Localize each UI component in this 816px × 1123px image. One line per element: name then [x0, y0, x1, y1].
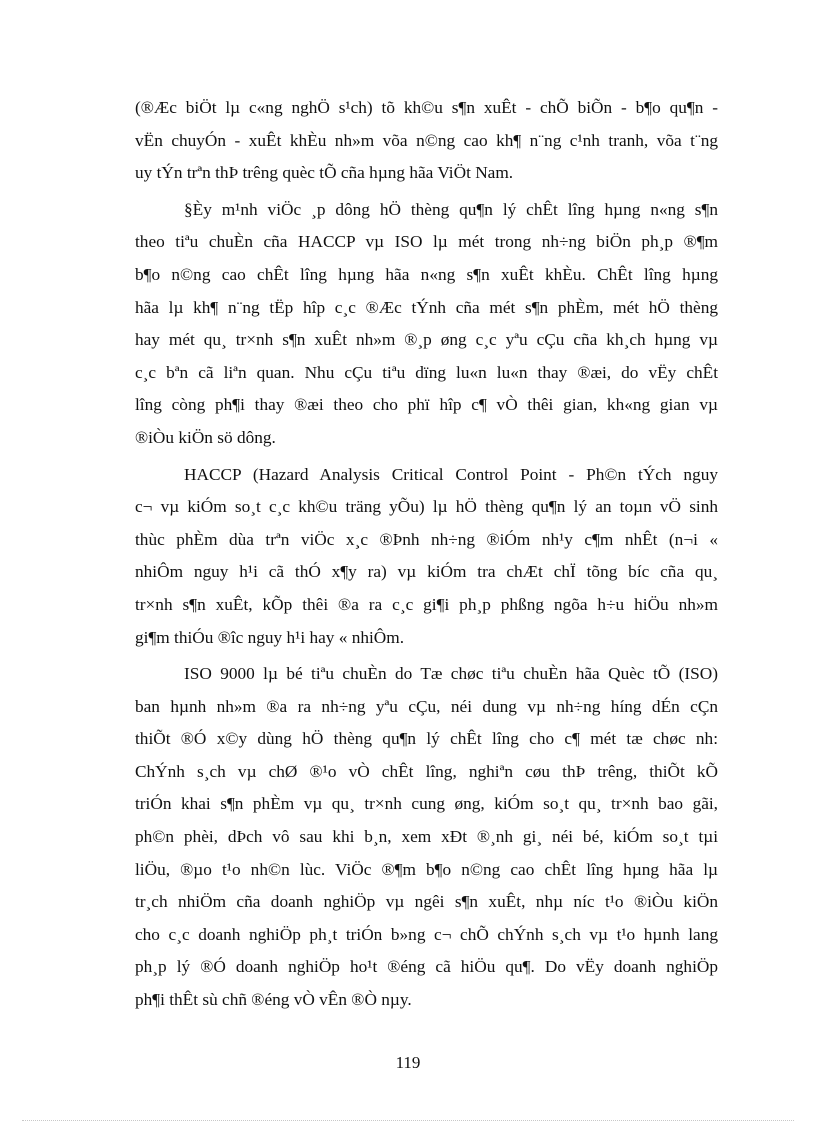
text-line: nhiÔm nguy h¹i cã thÓ x¶y ra) vµ kiÓm tra chÆt chÏ tõng bíc cña qu¸	[135, 562, 718, 582]
text-line: uy tÝn trªn thÞ trêng quèc tÕ cña hµng hãa ViÖt Nam.	[135, 163, 514, 183]
body-text	[135, 92, 718, 1021]
text-line: gi¶m thiÓu ®îc nguy h¹i hay « nhiÔm.	[135, 627, 405, 647]
text-line: c¬ vµ kiÓm so¸t c¸c kh©u träng yÕu) lµ hÖ thèng qu¶n lý an toµn vÖ sinh	[135, 497, 718, 517]
text-line: ChÝnh s¸ch vµ chØ ®¹o vÒ chÊt lîng, nghiªn cøu thÞ trêng, thiÕt kÕ	[135, 761, 718, 781]
text-line: liÖu, ®µo t¹o nh©n lùc. ViÖc ®¶m b¶o n©ng cao chÊt lîng hµng hãa lµ	[135, 859, 718, 879]
text-line: hãa lµ kh¶ n¨ng tËp hîp c¸c ®Æc tÝnh cña mét s¶n phÈm, mét hÖ thèng	[135, 297, 718, 317]
text-line: thùc phÈm dùa trªn viÖc x¸c ®Þnh nh÷ng ®iÓm nh¹y c¶m nhÊt (n¬i «	[135, 529, 718, 549]
text-line: hay mét qu¸ tr×nh s¶n xuÊt nh»m ®¸p øng c¸c yªu cÇu cña kh¸ch hµng vµ	[135, 330, 718, 350]
text-line: ph¸p lý ®Ó doanh nghiÖp ho¹t ®éng cã hiÖu qu¶. Do vËy doanh nghiÖp	[135, 957, 718, 977]
text-line: ph¶i thÊt sù chñ ®éng vÒ vÊn ®Ò nµy.	[135, 990, 412, 1010]
text-line: tr¸ch nhiÖm cña doanh nghiÖp vµ ngêi s¶n xuÊt, nhµ níc t¹o ®iÒu kiÖn	[135, 892, 718, 912]
text-line: vËn chuyÓn - xuÊt khÈu nh»m võa n©ng cao kh¶ n¨ng c¹nh tranh, võa t¨ng	[135, 130, 718, 150]
text-line: (®Æc biÖt lµ c«ng nghÖ s¹ch) tõ kh©u s¶n xuÊt - chÕ biÕn - b¶o qu¶n -	[135, 98, 718, 117]
text-line: tr×nh s¶n xuÊt, kÕp thêi ®a ra c¸c gi¶i ph¸p phßng ngõa h÷u hiÖu nh»m	[135, 594, 718, 614]
text-line: §Èy m¹nh viÖc ¸p dông hÖ thèng qu¶n lý chÊt lîng hµng n«ng s¶n	[184, 199, 718, 219]
text-line: theo tiªu chuÈn cña HACCP vµ ISO lµ mét trong nh÷ng biÖn ph¸p ®¶m	[135, 232, 718, 252]
paragraph-2	[135, 194, 718, 455]
page-number: 119	[395, 1053, 421, 1072]
page-bottom-divider	[22, 1120, 794, 1121]
text-line: ph©n phèi, dÞch vô sau khi b¸n, xem xÐt ®¸nh gi¸ néi bé, kiÓm so¸t tµi	[135, 827, 718, 847]
text-line: c¸c bªn cã liªn quan. Nhu cÇu tiªu dïng lu«n lu«n thay ®æi, do vËy chÊt	[135, 362, 718, 382]
text-line: b¶o n©ng cao chÊt lîng hµng hãa n«ng s¶n xuÊt khÈu. ChÊt lîng hµng	[135, 264, 718, 284]
text-line: triÓn khai s¶n phÈm vµ qu¸ tr×nh cung øng, kiÓm so¸t qu¸ tr×nh bao gãi,	[135, 794, 718, 814]
text-line: cho c¸c doanh nghiÖp ph¸t triÓn b»ng c¬ chÕ chÝnh s¸ch vµ t¹o hµnh lang	[135, 924, 718, 944]
text-line: thiÕt ®Ó x©y dùng hÖ thèng qu¶n lý chÊt lîng cho c¶ mét tæ chøc nh:	[135, 729, 718, 749]
text-line: lîng còng ph¶i thay ®æi theo cho phï hîp c¶ vÒ thêi gian, kh«ng gian vµ	[135, 395, 718, 415]
text-line: ban hµnh nh»m ®a ra nh÷ng yªu cÇu, néi dung vµ nh÷ng híng dÉn cÇn	[135, 696, 718, 716]
paragraph-4	[135, 658, 718, 1017]
paragraph-1	[135, 92, 718, 190]
text-line: ISO 9000 lµ bé tiªu chuÈn do Tæ chøc tiªu chuÈn hãa Quèc tÕ (ISO)	[184, 664, 718, 684]
text-line: HACCP (Hazard Analysis Critical Control Point - Ph©n tÝch nguy	[184, 464, 718, 484]
text-line: ®iÒu kiÖn sö dông.	[135, 427, 276, 447]
paragraph-3	[135, 459, 718, 655]
